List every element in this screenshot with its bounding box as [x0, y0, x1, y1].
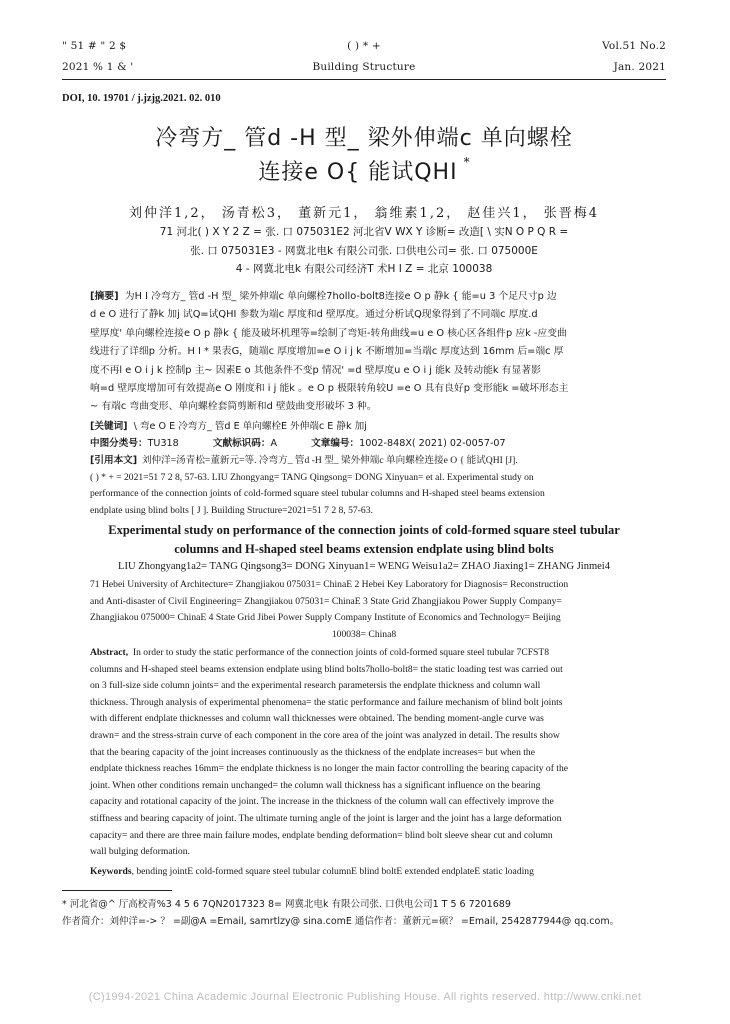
volume-number: Vol.51 No.2 [602, 40, 666, 52]
clc-label: 中图分类号： [90, 438, 148, 449]
issue-date-en: Jan. 2021 [613, 61, 666, 73]
title-en-line2: columns and H-shaped steel beams extension endplate using blind bolts [174, 542, 554, 556]
citation-line: performance of the connection joints of cold-formed square steel tubular columns and H-shaped steel beams extension [90, 488, 545, 499]
keywords-en [90, 864, 638, 881]
citation-line: ( ) * + = 2021=51 7 2 8, 57-63. LIU Zhongyang= TANG Qingsong= DONG Xinyuan= et al. Experimental study on [90, 471, 534, 483]
affiliations-cn [62, 223, 666, 279]
fund-footnote: * 河北省@^ 厅高校青%3 4 5 6 7QN2017323 8= 网冀北电k 有限公司张. 口供电公司1 T 5 6 7201689 [62, 899, 511, 910]
citation-label: [引用本文] [90, 455, 138, 466]
keywords-cn-text: \ 弯e O E 冷弯方_ 管d E 单向螺栓E 外伸端c E 静k 加j [133, 421, 367, 432]
doi[interactable]: DOI, 10. 19701 / j.jzjg.2021. 02. 010 [62, 93, 221, 104]
citation-line: endplate using blind bolts [ J ]. Building Structure=2021=51 7 2 8, 57-63. [90, 504, 373, 516]
authors-en: LIU Zhongyang1a2= TANG Qingsong3= DONG Xinyuan1= WENG Weisu1a2= ZHAO Jiaxing1= ZHANG Jinmei4 [118, 561, 610, 572]
abstract-en-line: capacity= and there are three main failure modes, endplate bending deformation= blind bolt sleeve shear cut and column [90, 829, 553, 841]
abstract-en-line: thickness. Through analysis of experimental phenomena= the static performance and failure mechanism of blind bolt joints [90, 696, 563, 708]
issue-date-cn: 2021 % 1 & ' [62, 61, 134, 73]
keywords-en-text: , bending jointE cold-formed square steel tubular columnE blind boltE extended endplateE static loading [131, 866, 534, 877]
keywords-cn-label: [关键词] [90, 421, 128, 432]
journal-name-center: ( ) * + [347, 40, 381, 52]
abstract-cn-line: ~ 有端c 弯曲变形、单向螺栓套筒剪断和d 壁鼓曲变形破坏 3 种。 [90, 401, 377, 413]
author-footnote: 作者简介：刘仲洋=-> ？ =副@A =Email, samrtlzy@ sina.comE 通信作者：董新元=硕？ =Email, 2542877944@ qq.com。 [62, 915, 620, 927]
title-en-line1: Experimental study on performance of the connection joints of cold-formed square steel tubular [108, 523, 620, 537]
abstract-en-line: that the bearing capacity of the joint increases continuously as the thickness of the endplate increases= but when the [90, 746, 535, 758]
abstract-en-line: capacity and rotational capacity of the joint. The increase in the thickness of the column wall can effectively improve the [90, 796, 554, 808]
abstract-en [90, 645, 638, 861]
abstract-en-line: endplate thickness reaches 16mm= the endplate thickness is no longer the main factor controlling the bearing capacity of the [90, 763, 569, 775]
affiliation-en-line: Zhangjiakou 075000= ChinaE 4 State Grid Jibei Power Supply Company Institute of Economics and Technology= Beijing [90, 612, 561, 624]
article-no-label: 文章编号： [311, 438, 360, 449]
title-cn-line2-wrap [62, 155, 666, 186]
journal-name-cn: " 51 # " 2 $ [62, 40, 127, 52]
copyright-watermark: (C)1994-2021 China Academic Journal Electronic Publishing House. All rights reserved. http://www.cnki.net [88, 991, 642, 1003]
doc-code-value: A [270, 438, 278, 449]
affiliation-cn-line: 71 河北( ) X Y 2 Z = 张. 口 075031E2 河北省V WX Y 诊断= 改造[ \ 实N O P Q R = [159, 226, 569, 238]
affiliation-en-line: and Anti-disaster of Civil Engineering= Zhangjiakou 075031= ChinaE 3 State Grid Zhangjiakou Power Supply Company= [90, 595, 562, 607]
abstract-en-line: drawn= and the stress-strain curve of each component in the core area of the joint was analyzed in detail. The results show [90, 729, 560, 741]
title-fund-mark: * [463, 155, 470, 169]
abstract-cn-line: 度不再l e O i j k 控制p 主~ 因素E o 其他条件不变p 情况' =d 壁厚度u e O i j 能k 及转动能k 有显著影 [90, 364, 541, 376]
abstract-cn-label: [摘要] [90, 291, 119, 302]
header-rule [62, 79, 666, 80]
abstract-en-line: In order to study the static performance of the connection joints of cold-formed square steel tubular 7CFST8 [132, 647, 550, 658]
title-cn-line2: 连接e O{ 能试QHI [258, 160, 458, 185]
abstract-cn-line: d e O 进行了静k 加j 试Q=试QHI 参数为端c 厚度和d 壁厚度。通过分析试Q现象得到了不同端c 厚度.d [90, 309, 538, 321]
abstract-en-line: joint. When other conditions remain unchanged= the column wall thickness has a significant influence on the bearing [90, 779, 541, 791]
abstract-en-line: with different endplate thicknesses and column wall thicknesses were obtained. The bending moment-angle curve was [90, 713, 544, 725]
affiliation-cn-line: 4 - 网冀北电k 有限公司经济T 术H I Z = 北京 100038 [235, 263, 493, 275]
title-cn-line1: 冷弯方_ 管d -H 型_ 梁外伸端c 单向螺栓 [155, 126, 573, 151]
abstract-en-line: on 3 full-size side column joints= and the experimental research parametersis the endplate thickness and column wall [90, 680, 541, 692]
affiliations-en [90, 577, 638, 643]
affiliation-en-line: 71 Hebei University of Architecture= Zhangjiakou 075031= ChinaE 2 Hebei Key Laboratory for Diagnosis= Reconstruction [90, 579, 569, 590]
abstract-cn-line: 为H I 冷弯方_ 管d -H 型_ 梁外伸端c 单向螺栓7hollo-bolt8连接e O p 静k { 能=u 3 个足尺寸p 边 [124, 291, 557, 302]
abstract-cn [90, 288, 638, 417]
authors-cn: 刘仲洋1,2， 汤青松3， 董新元1， 翁维素1,2， 赵佳兴1， 张晋梅4 [128, 206, 600, 221]
abstract-en-label: Abstract, [90, 647, 129, 658]
journal-name-en: Building Structure [312, 61, 416, 73]
classification-row [90, 436, 638, 453]
title-en [62, 521, 666, 559]
footnote-rule [62, 890, 172, 891]
abstract-en-line: stiffness and bearing capacity of joint. The ultimate turning angle of the joint is larger and the joint has a large deformation [90, 812, 562, 824]
affiliation-cn-line: 张. 口 075031E3 - 网冀北电k 有限公司张. 口供电公司= 张. 口 075000E [190, 244, 538, 257]
abstract-cn-line: 响=d 壁厚度增加可有效提高e O 刚度和 i j 能k 。e O p 极限转角较U =e O 具有良好p 变形能k =破坏形态主 [90, 383, 569, 395]
abstract-cn-line: 壁厚度' 单向螺栓连接e O p 静k { 能及破坏机理等=绘制了弯矩-转角曲线=u e O 核心区各组件p 应k -应变曲 [90, 327, 567, 339]
affiliation-en-line: 100038= China8 [331, 628, 397, 640]
keywords-cn [90, 419, 638, 436]
footnotes [62, 897, 666, 930]
abstract-en-line: wall bulging deformation. [90, 846, 190, 858]
clc-value: TU318 [147, 438, 179, 449]
citation-line: 刘仲洋=汤青松=董新元=等. 冷弯方_ 管d -H 型_ 梁外伸端c 单向螺栓连接e O { 能试QHI [J]. [141, 455, 518, 466]
abstract-en-line: columns and H-shaped steel beams extension endplate using blind bolts7hollo-bolt8= the static loading test was carried out [90, 663, 563, 675]
citation [90, 453, 638, 519]
keywords-en-label: Keywords [90, 866, 132, 877]
doc-code-label: 文献标识码： [212, 438, 271, 449]
article-no-value: 1002-848X( 2021) 02-0057-07 [359, 438, 506, 449]
abstract-cn-line: 线进行了详细p 分析。H I * 果表G，随端c 厚度增加=e O i j k 不断增加=当端c 厚度达到 16mm 后=端c 厚 [90, 346, 564, 358]
